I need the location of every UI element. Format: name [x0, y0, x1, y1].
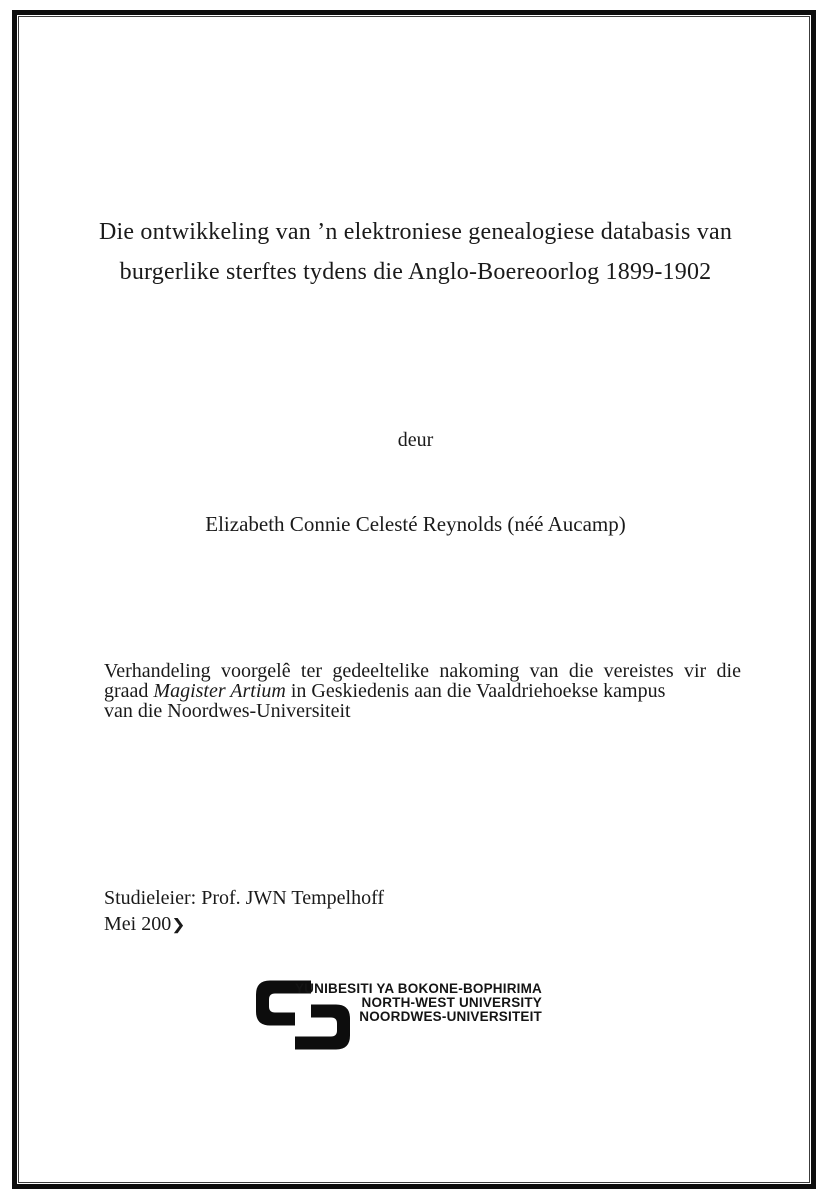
thesis-title-line2: burgerlike sterftes tydens die Anglo-Boereoorlog 1899-1902: [119, 259, 712, 285]
supervisor-line: Studieleier: Prof. JWN Tempelhoff: [104, 887, 385, 909]
date-line-prefix: Mei 200: [104, 913, 172, 935]
year-final-digit-glyph: ❯: [171, 916, 186, 934]
logo-text-line2: NORTH-WEST UNIVERSITY: [361, 995, 542, 1010]
degree-statement-line2-prefix: graad: [104, 679, 154, 702]
degree-statement-line3: van die Noordwes-Universiteit: [104, 699, 351, 722]
degree-statement-line1: Verhandeling voorgelê ter gedeeltelike nakoming van die vereistes vir die: [104, 660, 741, 682]
supervisor-block: [104, 885, 384, 938]
logo-text-line3: NOORDWES-UNIVERSITEIT: [359, 1009, 542, 1024]
degree-name-italic: Magister Artium: [153, 679, 286, 702]
author-name: Elizabeth Connie Celesté Reynolds (néé Aucamp): [205, 512, 626, 536]
logo-text-line1: YUNIBESITI YA BOKONE-BOPHIRIMA: [294, 981, 542, 996]
degree-statement-line2: [104, 679, 741, 702]
date-line: [104, 911, 384, 938]
degree-statement: [104, 662, 741, 721]
university-logo-text: [242, 982, 542, 1024]
degree-statement-line2-suffix: in Geskiedenis aan die Vaaldriehoekse kampus: [285, 679, 666, 702]
thesis-title: [30, 212, 801, 292]
byline-label: deur: [397, 429, 434, 451]
thesis-title-line1: Die ontwikkeling van ’n elektroniese genealogiese databasis van: [98, 219, 733, 245]
